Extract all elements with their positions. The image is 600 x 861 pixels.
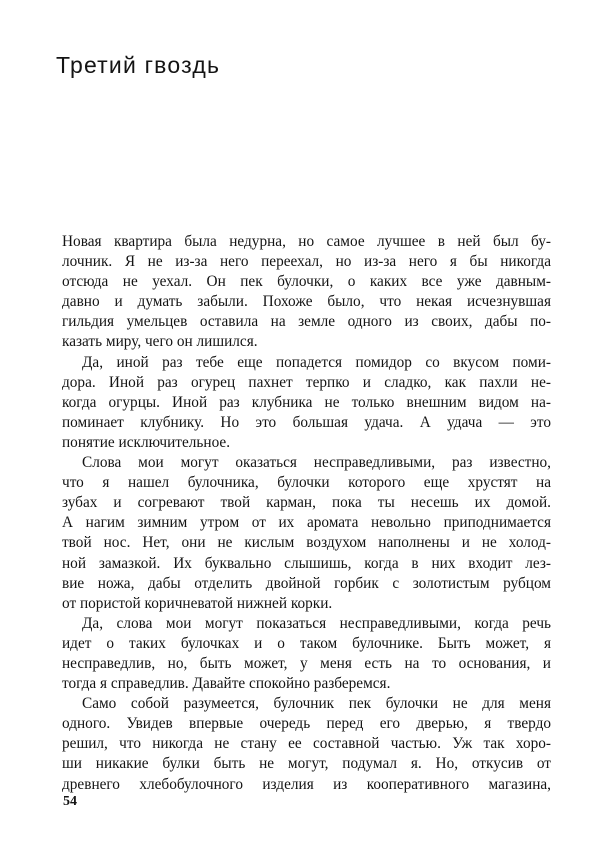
text-line: лочник. Я не из-за него переехал, но из-за него я бы никогда bbox=[62, 253, 551, 271]
text-line: гильдия умельцев оставила на земле одного из своих, дабы по- bbox=[62, 313, 551, 331]
text-line: Новая квартира была недурна, но самое лучшее в ней был бу- bbox=[62, 233, 551, 250]
text-line: твой нос. Нет, они не кислым воздухом наполнены и не холод- bbox=[62, 534, 551, 552]
text-line: ной замазкой. Их буквально слышишь, когда в них входит лез- bbox=[62, 554, 551, 572]
text-line: одного. Увидев впервые очередь перед его дверью, я твердо bbox=[62, 715, 551, 733]
text-line: Слова мои могут оказаться несправедливыми, раз известно, bbox=[82, 454, 551, 472]
text-line: А нагим зимним утром от их аромата невольно приподнимается bbox=[62, 514, 551, 532]
text-line: давно и думать забыли. Похоже было, что некая исчезнувшая bbox=[62, 293, 551, 311]
chapter-text bbox=[62, 232, 551, 795]
text-line: отсюда не уехал. Он пек булочки, о каких все уже давным- bbox=[62, 273, 551, 291]
paragraph-5 bbox=[62, 694, 551, 794]
text-line: когда огурцы. Иной раз клубника не только внешним видом на- bbox=[62, 393, 551, 411]
text-line: идет о таких булочках и о таком булочнике. Быть может, я bbox=[62, 634, 551, 652]
chapter-title: Третий гвоздь bbox=[56, 52, 221, 78]
paragraph-2 bbox=[62, 353, 551, 453]
text-line: решил, что никогда не стану ее составной частью. Уж так хоро- bbox=[62, 735, 551, 753]
text-line: казать миру, чего он лишился. bbox=[62, 333, 258, 351]
text-line: Само собой разумеется, булочник пек булочки не для меня bbox=[82, 695, 551, 713]
text-line: Да, слова мои могут показаться несправедливыми, когда речь bbox=[82, 614, 551, 632]
text-line: несправедлив, но, быть может, у меня есть на то основания, и bbox=[62, 654, 551, 672]
text-line: поминает клубнику. Но это большая удача. А удача — это bbox=[62, 413, 551, 431]
text-line: понятие исключительное. bbox=[62, 433, 231, 451]
paragraph-1 bbox=[62, 232, 551, 353]
text-line: Да, иной раз тебе еще попадется помидор со вкусом поми- bbox=[82, 353, 551, 371]
page-number: 54 bbox=[63, 794, 77, 809]
text-line: дора. Иной раз огурец пахнет терпко и сладко, как пахли не- bbox=[62, 373, 551, 391]
text-line: от пористой коричневатой нижней корки. bbox=[62, 594, 333, 612]
text-line: вие ножа, дабы отделить двойной горбик с золотистым рубцом bbox=[62, 574, 551, 592]
paragraph-4 bbox=[62, 614, 551, 694]
text-line: ши никакие булки быть не могут, подумал я. Но, откусив от bbox=[62, 755, 551, 773]
text-line: древнего хлебобулочного изделия из кооперативного магазина, bbox=[62, 775, 551, 793]
text-line: тогда я справедлив. Давайте спокойно разберемся. bbox=[62, 675, 391, 693]
text-line: что я нашел булочника, булочки которого еще хрустят на bbox=[62, 474, 551, 492]
paragraph-3 bbox=[62, 453, 551, 614]
text-line: зубах и согревают твой карман, пока ты несешь их домой. bbox=[62, 494, 551, 512]
